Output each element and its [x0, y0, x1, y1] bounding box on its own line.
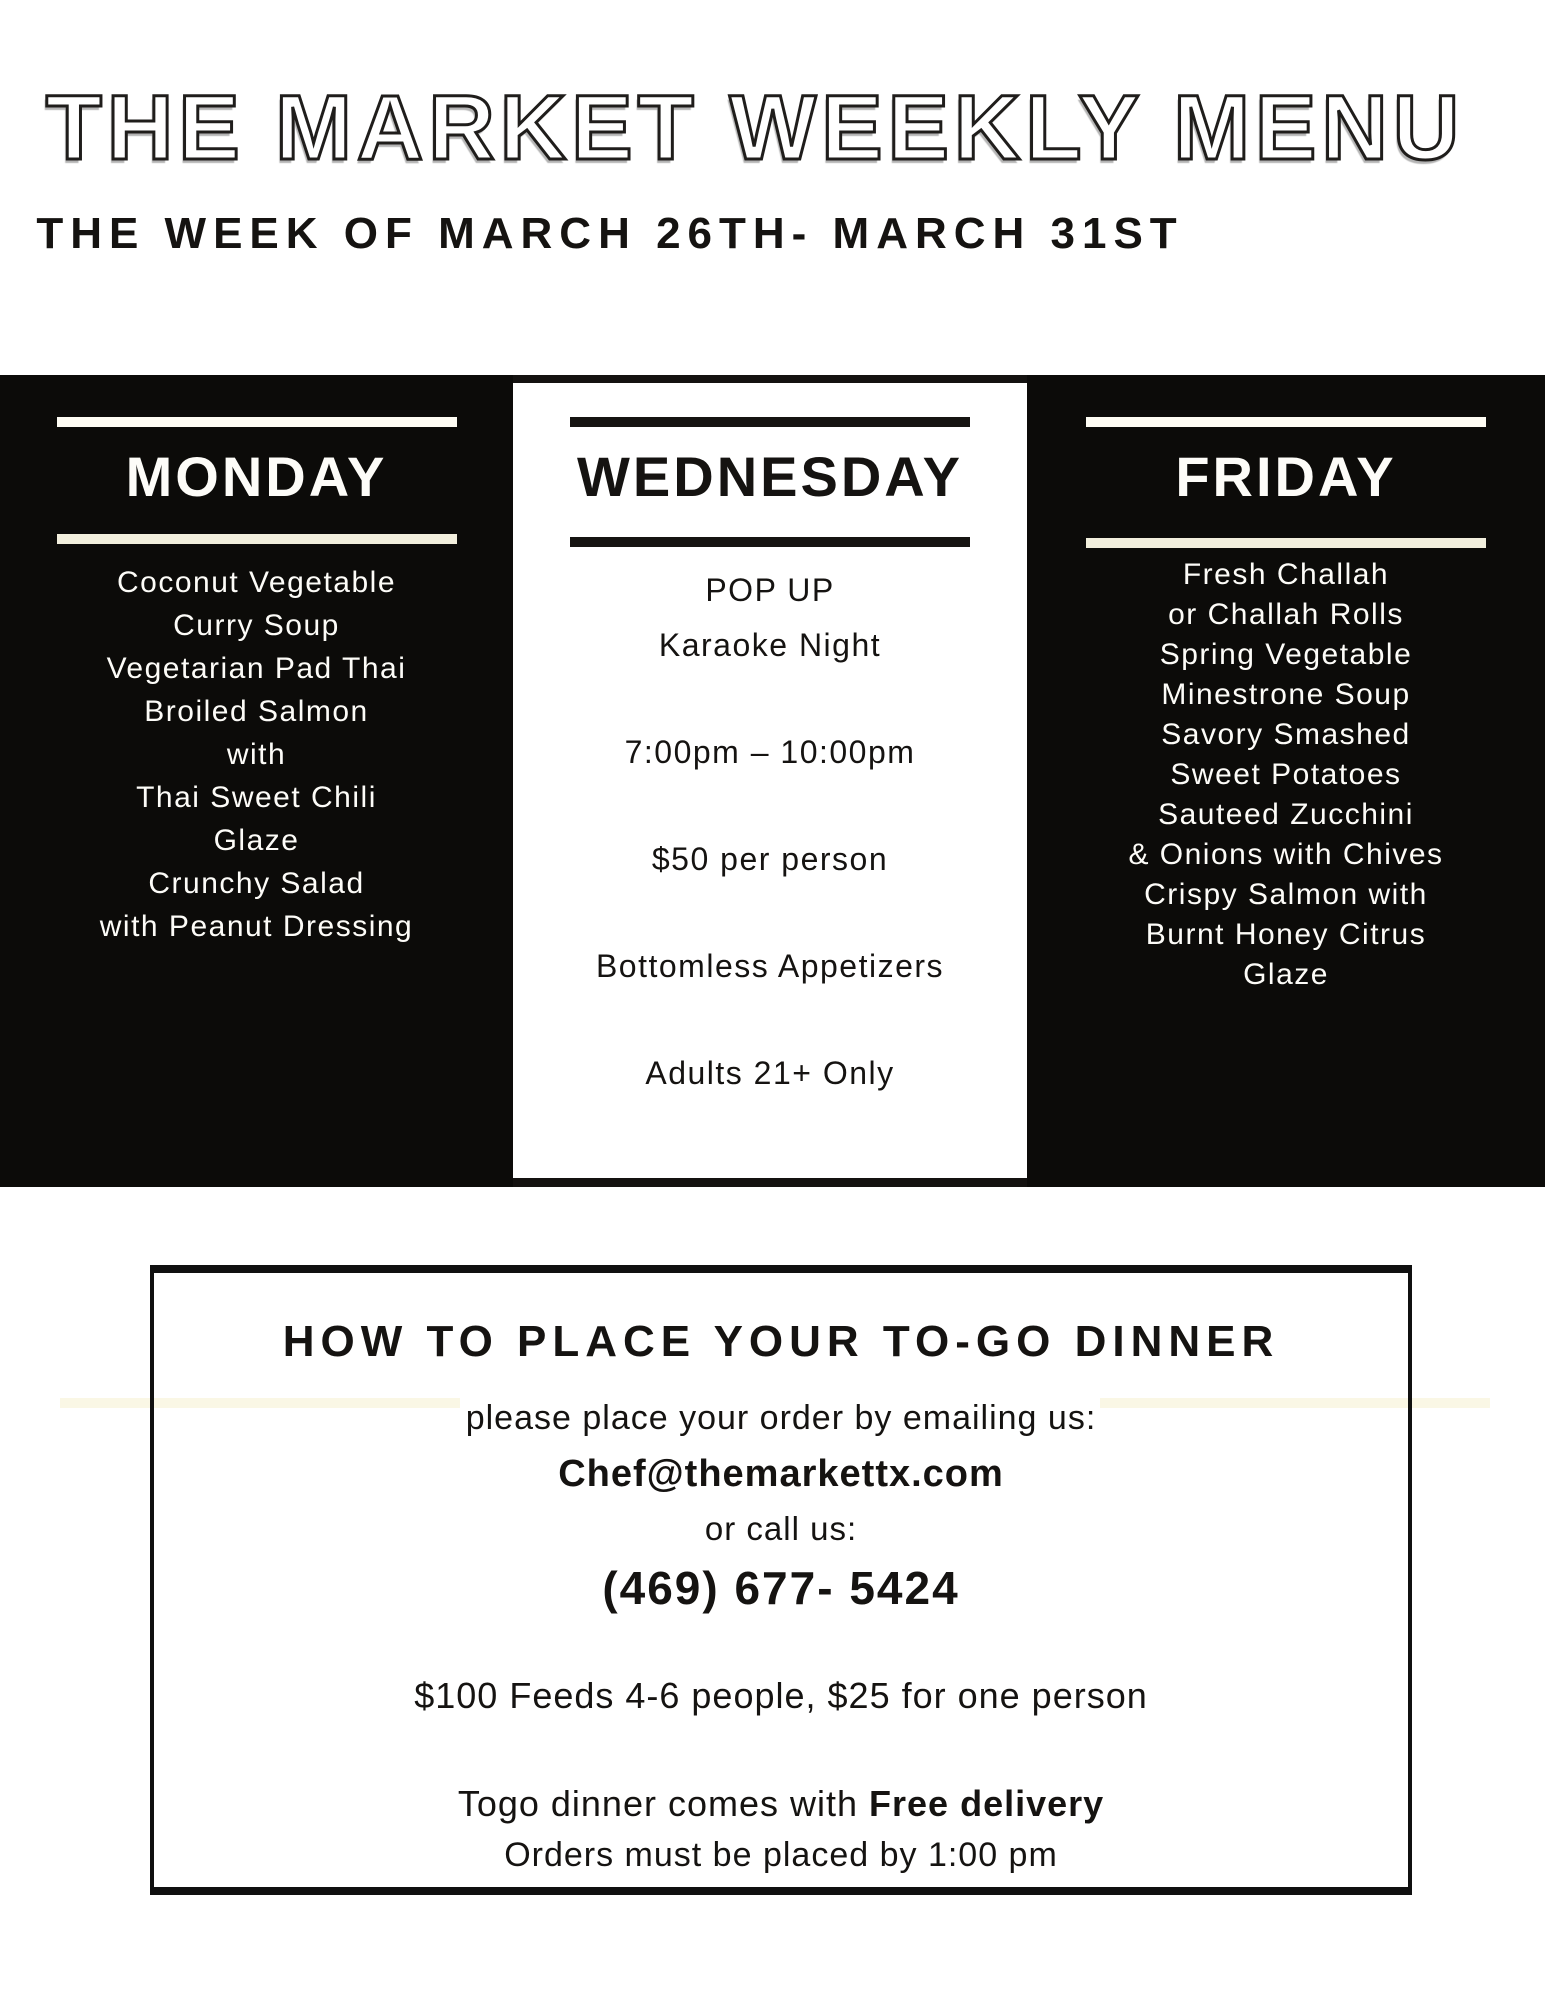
email-prompt: please place your order by emailing us: [465, 1399, 1097, 1437]
menu-item: Curry Soup [173, 609, 340, 642]
menu-item: with [226, 738, 287, 771]
delivery-prefix: Togo dinner comes with [457, 1783, 870, 1824]
friday-top-rule [1086, 417, 1486, 427]
menu-item: Thai Sweet Chili [136, 781, 377, 814]
order-box-title: HOW TO PLACE YOUR TO-GO DINNER [282, 1317, 1280, 1366]
order-deadline: Orders must be placed by 1:00 pm [504, 1836, 1058, 1874]
menu-item: Coconut Vegetable [116, 566, 397, 599]
menu-item: Bottomless Appetizers [595, 948, 945, 984]
weekly-menu-band [0, 375, 1545, 1187]
menu-item: with Peanut Dressing [99, 910, 414, 943]
monday-menu-list [0, 561, 513, 948]
wednesday-header: WEDNESDAY [577, 445, 963, 508]
call-prompt: or call us: [704, 1510, 858, 1547]
menu-item: Glaze [1243, 958, 1329, 991]
menu-item: Savory Smashed [1161, 718, 1411, 751]
delivery-line [154, 1783, 1408, 1825]
order-info-box [150, 1265, 1412, 1895]
monday-panel [0, 375, 513, 1187]
page-subtitle: THE WEEK OF MARCH 26TH- MARCH 31ST [36, 209, 1184, 258]
menu-item: Crispy Salmon with [1144, 878, 1428, 911]
menu-item: Minestrone Soup [1161, 678, 1411, 711]
menu-item: Adults 21+ Only [645, 1055, 895, 1091]
menu-item: Karaoke Night [658, 627, 882, 663]
wednesday-menu-list [513, 563, 1027, 1101]
menu-item: Sauteed Zucchini [1158, 798, 1414, 831]
menu-item: Fresh Challah [1182, 558, 1390, 591]
friday-header: FRIDAY [1175, 445, 1397, 508]
monday-bottom-rule [57, 534, 457, 544]
menu-item: 7:00pm – 10:00pm [624, 734, 916, 770]
friday-bottom-rule [1086, 538, 1486, 548]
menu-item: POP UP [705, 572, 835, 608]
wednesday-panel [513, 375, 1027, 1187]
menu-item: Glaze [213, 824, 300, 857]
email-address: Chef@themarkettx.com [558, 1453, 1004, 1495]
monday-top-rule [57, 417, 457, 427]
free-delivery-emphasis: Free delivery [869, 1783, 1105, 1824]
phone-number: (469) 677- 5424 [602, 1562, 960, 1614]
menu-item: Vegetarian Pad Thai [106, 652, 407, 685]
monday-header: MONDAY [125, 445, 388, 508]
friday-menu-list [1027, 555, 1545, 995]
menu-item: Sweet Potatoes [1170, 758, 1402, 791]
menu-item: $50 per person [651, 841, 889, 877]
menu-item: Burnt Honey Citrus [1145, 918, 1427, 951]
page-title: THE MARKET WEEKLY MENU [45, 77, 1465, 179]
friday-panel [1027, 375, 1545, 1187]
menu-item: or Challah Rolls [1168, 598, 1404, 631]
wednesday-bottom-rule [570, 537, 970, 547]
menu-item: Broiled Salmon [144, 695, 369, 728]
wednesday-top-rule [570, 417, 970, 427]
pricing-line: $100 Feeds 4-6 people, $25 for one person [414, 1675, 1148, 1716]
menu-item: Spring Vegetable [1159, 638, 1413, 671]
menu-item: Crunchy Salad [148, 867, 365, 900]
menu-item: & Onions with Chives [1128, 838, 1444, 871]
